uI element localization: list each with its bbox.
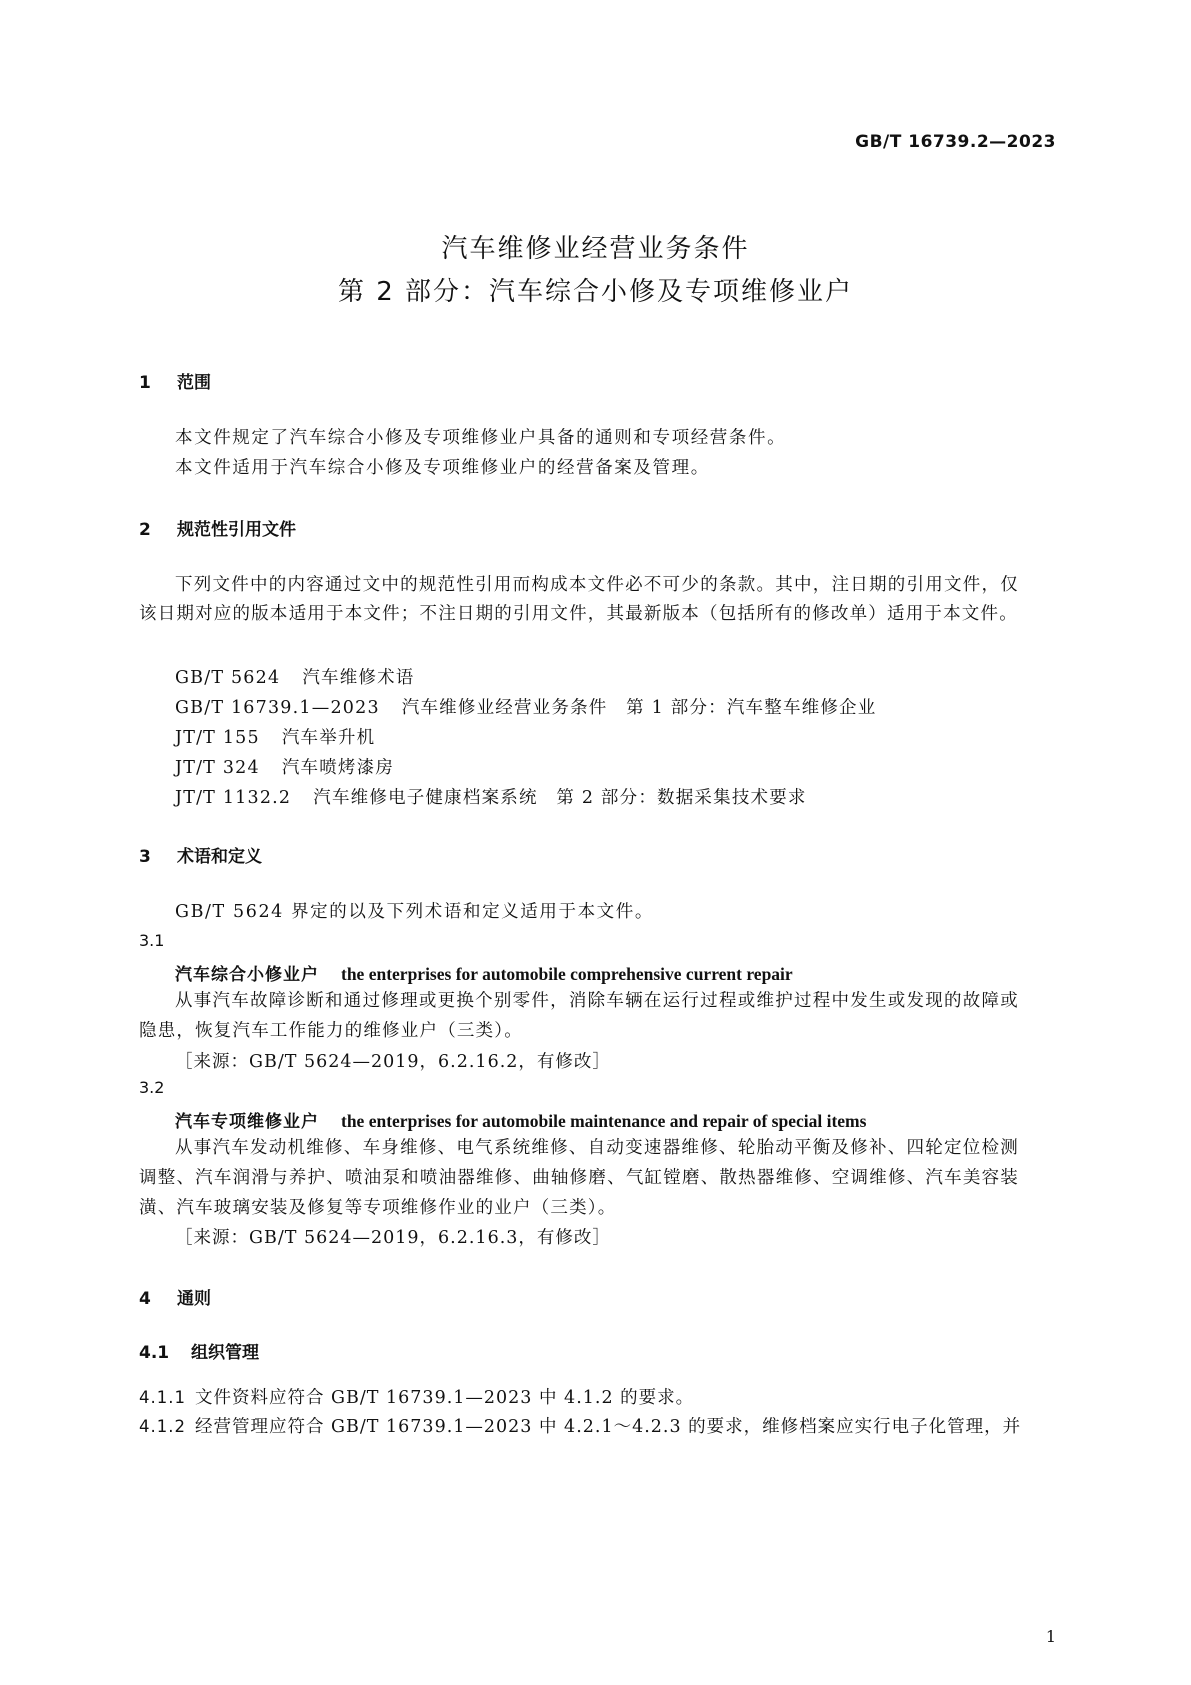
reference-item — [175, 694, 876, 719]
subsection-4-1-heading — [139, 1338, 259, 1363]
reference-item — [175, 784, 807, 809]
reference-item — [175, 724, 375, 749]
clause-item — [139, 1413, 1021, 1438]
scope-paragraph-2: 本文件适用于汽车综合小修及专项维修业户的经营备案及管理。 — [175, 458, 710, 478]
terms-intro: GB/T 5624 界定的以及下列术语和定义适用于本文件。 — [175, 902, 654, 922]
term-english: the enterprises for automobile maintenance and repair of special items — [341, 1111, 867, 1131]
subsection-label: 组织管理 — [191, 1343, 259, 1363]
section-number: 4 — [139, 1289, 151, 1309]
reference-code: JT/T 155 — [175, 728, 260, 748]
term-chinese: 汽车专项维修业户 — [175, 1112, 319, 1132]
standard-code: GB/T 16739.2—2023 — [855, 132, 1056, 152]
page-number: 1 — [1045, 1627, 1056, 1646]
term-heading — [175, 1107, 866, 1132]
section-label: 术语和定义 — [177, 847, 262, 867]
section-2-heading — [139, 515, 296, 540]
clause-text: 经营管理应符合 GB/T 16739.1—2023 中 4.2.1～4.2.3 的要求，维修档案应实行电子化管理，并 — [195, 1417, 1022, 1437]
reference-code: GB/T 5624 — [175, 668, 281, 688]
section-label: 规范性引用文件 — [177, 520, 296, 540]
term-chinese: 汽车综合小修业户 — [175, 965, 319, 985]
reference-code: JT/T 1132.2 — [175, 788, 292, 808]
term-source: ［来源：GB/T 5624—2019，6.2.16.3，有修改］ — [175, 1228, 611, 1248]
subsection-number: 4.1 — [139, 1343, 170, 1363]
term-definition: 从事汽车故障诊断和通过修理或更换个别零件，消除车辆在运行过程或维护过程中发生或发现的故障或隐患，恢复汽车工作能力的维修业户（三类）。 — [139, 991, 1019, 1041]
term-source: ［来源：GB/T 5624—2019，6.2.16.2，有修改］ — [175, 1052, 611, 1072]
reference-title: 汽车举升机 — [281, 728, 376, 748]
section-number: 3 — [139, 847, 151, 867]
reference-code: GB/T 16739.1—2023 — [175, 698, 380, 718]
clause-text: 文件资料应符合 GB/T 16739.1—2023 中 4.1.2 的要求。 — [195, 1388, 695, 1408]
term-heading — [175, 960, 793, 985]
section-1-heading — [139, 368, 211, 393]
section-label: 范围 — [177, 373, 211, 393]
section-number: 2 — [139, 520, 151, 540]
reference-title: 汽车维修电子健康档案系统 第 2 部分：数据采集技术要求 — [313, 788, 807, 808]
clause-number: 4.1.1 — [139, 1388, 186, 1407]
section-label: 通则 — [177, 1289, 211, 1309]
reference-title: 汽车维修术语 — [302, 668, 415, 688]
section-number: 1 — [139, 373, 151, 393]
document-title-line1: 汽车维修业经营业务条件 — [441, 234, 750, 264]
scope-paragraph-1: 本文件规定了汽车综合小修及专项维修业户具备的通则和专项经营条件。 — [175, 428, 787, 448]
term-number: 3.1 — [139, 931, 165, 950]
reference-title: 汽车维修业经营业务条件 第 1 部分：汽车整车维修企业 — [401, 698, 877, 718]
document-title-line2: 第 2 部分：汽车综合小修及专项维修业户 — [337, 277, 854, 307]
section-3-heading — [139, 842, 262, 867]
clause-number: 4.1.2 — [139, 1417, 186, 1436]
term-definition: 从事汽车发动机维修、车身维修、电气系统维修、自动变速器维修、轮胎动平衡及修补、四轮定位检测调整、汽车润滑与养护、喷油泵和喷油器维修、曲轴修磨、气缸镗磨、散热器维修、空调维修、汽车美容装潢、汽车玻璃安装及修复等专项维修作业的业户（三类）。 — [139, 1138, 1019, 1218]
reference-item — [175, 754, 394, 779]
reference-item — [175, 664, 415, 689]
clause-item — [139, 1384, 694, 1409]
section-4-heading — [139, 1284, 211, 1309]
normative-references-intro: 下列文件中的内容通过文中的规范性引用而构成本文件必不可少的条款。其中，注日期的引用文件，仅该日期对应的版本适用于本文件；不注日期的引用文件，其最新版本（包括所有的修改单）适用于本文件。 — [139, 575, 1019, 624]
reference-title: 汽车喷烤漆房 — [281, 758, 395, 778]
reference-code: JT/T 324 — [175, 758, 260, 778]
term-number: 3.2 — [139, 1078, 165, 1097]
term-english: the enterprises for automobile comprehensive current repair — [341, 964, 793, 984]
